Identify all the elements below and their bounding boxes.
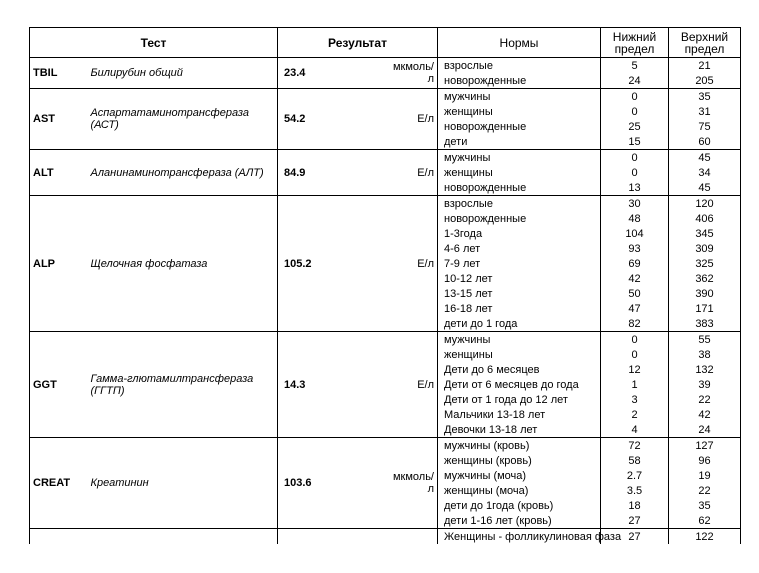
norm-group: Женщины - фолликулиновая фаза — [438, 529, 601, 545]
norm-lower: 93 — [601, 241, 669, 256]
header-row — [30, 28, 741, 58]
norm-group: дети — [438, 134, 601, 150]
norm-lower: 27 — [601, 529, 669, 545]
test-code — [30, 529, 88, 545]
norm-lower: 30 — [601, 196, 669, 212]
norm-lower: 12 — [601, 362, 669, 377]
test-code: ALT — [30, 150, 88, 196]
test-name — [88, 529, 278, 545]
header-norms: Нормы — [438, 28, 601, 58]
norm-upper: 55 — [669, 332, 741, 348]
lab-results-table — [29, 27, 741, 544]
norm-lower: 0 — [601, 89, 669, 105]
norm-lower: 0 — [601, 332, 669, 348]
test-name: Щелочная фосфатаза — [88, 196, 278, 332]
norm-upper: 122 — [669, 529, 741, 545]
result-unit: Е/л — [390, 332, 438, 438]
result-value: 14.3 — [278, 332, 390, 438]
norm-upper: 205 — [669, 73, 741, 89]
header-lower: Нижний предел — [601, 28, 669, 58]
result-unit: мкмоль/л — [390, 58, 438, 89]
norm-group: дети до 1 года — [438, 316, 601, 332]
table-row — [30, 196, 741, 212]
norm-upper: 120 — [669, 196, 741, 212]
norm-group: дети до 1года (кровь) — [438, 498, 601, 513]
test-code: GGT — [30, 332, 88, 438]
norm-upper: 22 — [669, 392, 741, 407]
norm-lower: 3 — [601, 392, 669, 407]
norm-upper: 35 — [669, 89, 741, 105]
norm-lower: 104 — [601, 226, 669, 241]
norm-lower: 25 — [601, 119, 669, 134]
test-code: TBIL — [30, 58, 88, 89]
norm-upper: 31 — [669, 104, 741, 119]
norm-upper: 127 — [669, 438, 741, 454]
norm-upper: 45 — [669, 180, 741, 196]
norm-lower: 24 — [601, 73, 669, 89]
result-unit — [390, 529, 438, 545]
norm-lower: 1 — [601, 377, 669, 392]
norm-upper: 390 — [669, 286, 741, 301]
norm-group: новорожденные — [438, 211, 601, 226]
test-name: Аспартатаминотрансфераза (АСТ) — [88, 89, 278, 150]
test-code: CREAT — [30, 438, 88, 529]
norm-group: мужчины — [438, 332, 601, 348]
result-value: 54.2 — [278, 89, 390, 150]
norm-group: взрослые — [438, 196, 601, 212]
norm-lower: 18 — [601, 498, 669, 513]
norm-group: новорожденные — [438, 180, 601, 196]
norm-upper: 21 — [669, 58, 741, 74]
norm-upper: 38 — [669, 347, 741, 362]
result-value — [278, 529, 390, 545]
norm-lower: 2.7 — [601, 468, 669, 483]
norm-lower: 50 — [601, 286, 669, 301]
norm-upper: 362 — [669, 271, 741, 286]
norm-lower: 27 — [601, 513, 669, 529]
norm-group: 13-15 лет — [438, 286, 601, 301]
norm-upper: 171 — [669, 301, 741, 316]
norm-group: Дети до 6 месяцев — [438, 362, 601, 377]
norm-upper: 96 — [669, 453, 741, 468]
norm-group: новорожденные — [438, 73, 601, 89]
header-upper: Верхний предел — [669, 28, 741, 58]
norm-lower: 42 — [601, 271, 669, 286]
norm-group: 7-9 лет — [438, 256, 601, 271]
result-unit: Е/л — [390, 89, 438, 150]
norm-group: женщины — [438, 165, 601, 180]
norm-upper: 406 — [669, 211, 741, 226]
test-code: AST — [30, 89, 88, 150]
norm-group: новорожденные — [438, 119, 601, 134]
norm-group: Девочки 13-18 лет — [438, 422, 601, 438]
norm-lower: 69 — [601, 256, 669, 271]
norm-group: 10-12 лет — [438, 271, 601, 286]
norm-group: женщины — [438, 347, 601, 362]
norm-lower: 2 — [601, 407, 669, 422]
test-code: ALP — [30, 196, 88, 332]
table-row — [30, 438, 741, 454]
norm-group: Дети от 6 месяцев до года — [438, 377, 601, 392]
norm-lower: 0 — [601, 150, 669, 166]
norm-lower: 58 — [601, 453, 669, 468]
header-test: Тест — [30, 28, 278, 58]
norm-lower: 5 — [601, 58, 669, 74]
test-name: Аланинаминотрансфераза (АЛТ) — [88, 150, 278, 196]
norm-lower: 0 — [601, 165, 669, 180]
norm-group: женщины (кровь) — [438, 453, 601, 468]
norm-lower: 48 — [601, 211, 669, 226]
norm-group: Дети от 1 года до 12 лет — [438, 392, 601, 407]
norm-upper: 345 — [669, 226, 741, 241]
table-row — [30, 332, 741, 348]
norm-group: женщины — [438, 104, 601, 119]
table-row — [30, 529, 741, 545]
result-value: 103.6 — [278, 438, 390, 529]
norm-group: мужчины — [438, 89, 601, 105]
norm-upper: 42 — [669, 407, 741, 422]
norm-upper: 34 — [669, 165, 741, 180]
result-value: 23.4 — [278, 58, 390, 89]
norm-upper: 35 — [669, 498, 741, 513]
table-row — [30, 89, 741, 105]
result-value: 84.9 — [278, 150, 390, 196]
norm-group: 4-6 лет — [438, 241, 601, 256]
table-row — [30, 58, 741, 74]
norm-upper: 325 — [669, 256, 741, 271]
norm-lower: 0 — [601, 104, 669, 119]
norm-lower: 13 — [601, 180, 669, 196]
norm-upper: 383 — [669, 316, 741, 332]
norm-upper: 19 — [669, 468, 741, 483]
result-value: 105.2 — [278, 196, 390, 332]
norm-lower: 3.5 — [601, 483, 669, 498]
norm-group: взрослые — [438, 58, 601, 74]
lab-body — [30, 58, 741, 545]
norm-lower: 0 — [601, 347, 669, 362]
test-name: Билирубин общий — [88, 58, 278, 89]
norm-upper: 62 — [669, 513, 741, 529]
norm-upper: 22 — [669, 483, 741, 498]
norm-upper: 45 — [669, 150, 741, 166]
norm-group: мужчины — [438, 150, 601, 166]
test-name: Креатинин — [88, 438, 278, 529]
header-result: Результат — [278, 28, 438, 58]
norm-group: 16-18 лет — [438, 301, 601, 316]
norm-lower: 47 — [601, 301, 669, 316]
norm-lower: 72 — [601, 438, 669, 454]
test-name: Гамма-глютамилтрансфераза (ГГТП) — [88, 332, 278, 438]
norm-upper: 132 — [669, 362, 741, 377]
norm-group: Мальчики 13-18 лет — [438, 407, 601, 422]
norm-lower: 15 — [601, 134, 669, 150]
norm-group: женщины (моча) — [438, 483, 601, 498]
norm-lower: 82 — [601, 316, 669, 332]
norm-upper: 60 — [669, 134, 741, 150]
norm-lower: 4 — [601, 422, 669, 438]
norm-upper: 24 — [669, 422, 741, 438]
norm-upper: 75 — [669, 119, 741, 134]
table-row — [30, 150, 741, 166]
norm-group: мужчины (моча) — [438, 468, 601, 483]
result-unit: Е/л — [390, 150, 438, 196]
norm-upper: 309 — [669, 241, 741, 256]
norm-group: мужчины (кровь) — [438, 438, 601, 454]
result-unit: мкмоль/л — [390, 438, 438, 529]
norm-upper: 39 — [669, 377, 741, 392]
norm-group: дети 1-16 лет (кровь) — [438, 513, 601, 529]
norm-group: 1-3года — [438, 226, 601, 241]
result-unit: Е/л — [390, 196, 438, 332]
